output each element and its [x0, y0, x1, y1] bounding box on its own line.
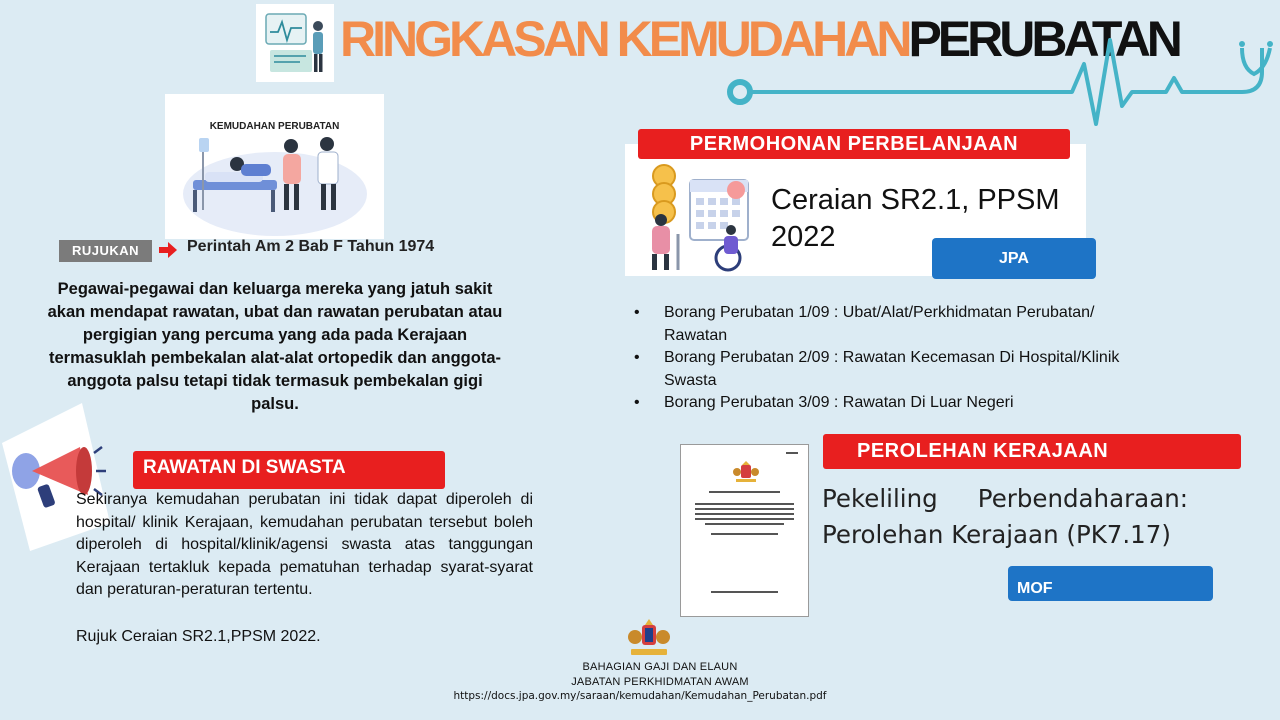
rawatan-swasta-reference: Rujuk Ceraian SR2.1,PPSM 2022. — [76, 628, 321, 645]
jata-negara-icon — [625, 619, 673, 659]
perolehan-text — [822, 481, 1188, 553]
perolehan-text-word1: Pekeliling — [822, 484, 938, 513]
perolehan-text-word2: Perbendaharaan: — [977, 484, 1188, 513]
title-orange-part: RINGKASAN KEMUDAHAN — [340, 11, 909, 67]
permohonan-source-line2: 2022 — [771, 221, 836, 253]
perolehan-text-line1 — [822, 481, 1188, 517]
hospital-bed-icon — [165, 94, 384, 239]
main-paragraph: Pegawai-pegawai dan keluarga mereka yang jatuh sakit akan mendapat rawatan, ubat dan rawatan perubatan atau pergigian yang percuma yang ada pada Kerajaan termasuklah pembekalan alat-alat ortopedik dan anggota-anggota palsu tetapi tidak termasuk pembekalan gigi palsu. — [47, 280, 503, 413]
footer-url[interactable]: https://docs.jpa.gov.my/saraan/kemudahan/Kemudahan_Perubatan.pdf — [453, 690, 827, 702]
title-black-part: PERUBATAN — [908, 11, 1179, 67]
borang-1-line2: Rawatan — [664, 326, 728, 344]
ecg-stethoscope-icon — [722, 28, 1274, 128]
expense-calendar-icon — [630, 160, 762, 272]
rawatan-swasta-header: RAWATAN DI SWASTA — [133, 451, 445, 489]
pekeliling-document-thumbnail — [680, 444, 809, 617]
illustration-label: KEMUDAHAN PERUBATAN — [209, 121, 340, 132]
permohonan-source-line1: Ceraian SR2.1, PPSM — [771, 184, 1060, 216]
rujukan-badge: RUJUKAN — [59, 240, 152, 262]
borang-list — [634, 302, 1204, 415]
list-item — [634, 392, 1204, 415]
document-page-mark — [786, 452, 798, 454]
footer-line2: JABATAN PERKHIDMATAN AWAM — [571, 676, 749, 688]
mof-button[interactable]: MOF — [1008, 566, 1213, 601]
arrow-right-icon — [158, 240, 178, 260]
borang-3-line1: • Borang Perubatan 3/09 : Rawatan Di Luar Negeri — [664, 394, 1014, 411]
perolehan-text-line2: Perolehan Kerajaan (PK7.17) — [822, 520, 1171, 549]
hospital-care-illustration — [165, 94, 384, 239]
rawatan-swasta-paragraph: Sekiranya kemudahan perubatan ini tidak dapat diperoleh di hospital/ klinik Kerajaan, kemudahan perubatan tersebut boleh diperoleh di hospital/klinik/agensi swasta atas tanggungan Kerajaan tertakluk kepada pematuhan terhadap syarat-syarat dan peraturan-peraturan tertentu. — [76, 491, 533, 598]
borang-2-line2: Swasta — [664, 371, 717, 389]
permohonan-header: PERMOHONAN PERBELANJAAN — [638, 129, 1070, 159]
rujukan-text: Perintah Am 2 Bab F Tahun 1974 — [187, 238, 435, 255]
footer-organisation — [440, 660, 880, 690]
borang-2-line1: • Borang Perubatan 2/09 : Rawatan Kecemasan Di Hospital/Klinik — [664, 349, 1120, 366]
medical-consultation-icon — [256, 4, 334, 82]
perolehan-header: PEROLEHAN KERAJAAN — [823, 434, 1241, 469]
list-item — [634, 302, 1204, 347]
footer-line1: BAHAGIAN GAJI DAN ELAUN — [582, 661, 738, 673]
list-item — [634, 347, 1204, 392]
jpa-button[interactable]: JPA — [932, 238, 1096, 279]
coat-of-arms-icon — [731, 461, 761, 483]
borang-1-line1: • Borang Perubatan 1/09 : Ubat/Alat/Perkhidmatan Perubatan/ — [664, 304, 1095, 321]
